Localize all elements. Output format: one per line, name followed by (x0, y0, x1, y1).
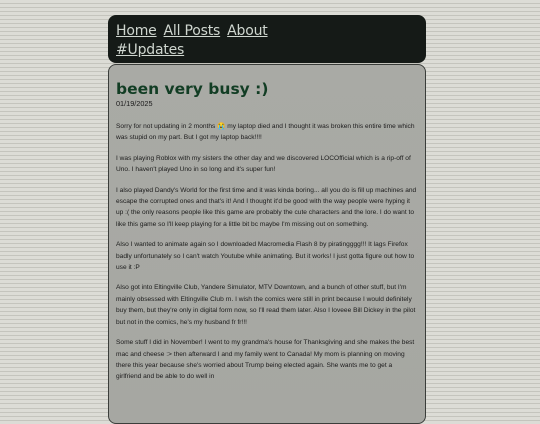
nav-row-2 (116, 41, 426, 59)
post-paragraph: Also I wanted to animate again so I downloaded Macromedia Flash 8 by piratingggg!!! It lags Firefox badly unfortunately so I can't watch Youtube while animating. But it works! I just gotta figure out how to use it :P (116, 241, 415, 272)
post-title: been very busy :) (116, 80, 269, 98)
nav-row (116, 22, 426, 40)
nav-about-link[interactable]: About (227, 23, 268, 39)
nav-updates-link[interactable]: #Updates (116, 42, 185, 58)
top-nav (108, 15, 426, 63)
post-date: 01/19/2025 (116, 99, 153, 108)
post-paragraph: Also got into Eltingville Club, Yandere Simulator, MTV Downtown, and a bunch of other stuff, but I'm mainly obsessed with Eltingville Club rn. I wish the comics were still in print because I would definitely buy them, but they're only in digital form now, so I'll read them later. Also I loveee Bill Dickey in the pilot but not in the comics, he's my husband fr fr!!! (116, 284, 416, 326)
nav-home-link[interactable]: Home (116, 23, 157, 39)
post-card (108, 64, 426, 424)
post-paragraph: Some stuff I did in November! I went to my grandma's house for Thanksgiving and she makes the best mac and cheese :> then afterward I and my family went to Canada! My mom is planning on moving there this year because she's worried about Trump being elected again. She wants me to get a girlfriend and be able to do well in (116, 339, 415, 381)
nav-all-posts-link[interactable]: All Posts (163, 23, 221, 39)
post-paragraph: I also played Dandy's World for the first time and it was kinda boring... all you do is fill up machines and escape the corrupted ones and that's it! And I thought it'd be good with the way people were hyping it up :( the only reasons people like this game are probably the cute characters and the lore. I do want to like this game so I'll keep playing for a little bit bc maybe I'm missing out on something. (116, 186, 417, 228)
post-paragraph: Sorry for not updating in 2 months 😭 my laptop died and I thought it was broken this entire time which was stupid on my part. But I got my laptop back!!!! (116, 123, 415, 142)
post-paragraph: I was playing Roblox with my sisters the other day and we discovered LOCOfficial which is a rip-off of Uno. I haven't played Uno in so long and it's super fun! (116, 154, 411, 174)
